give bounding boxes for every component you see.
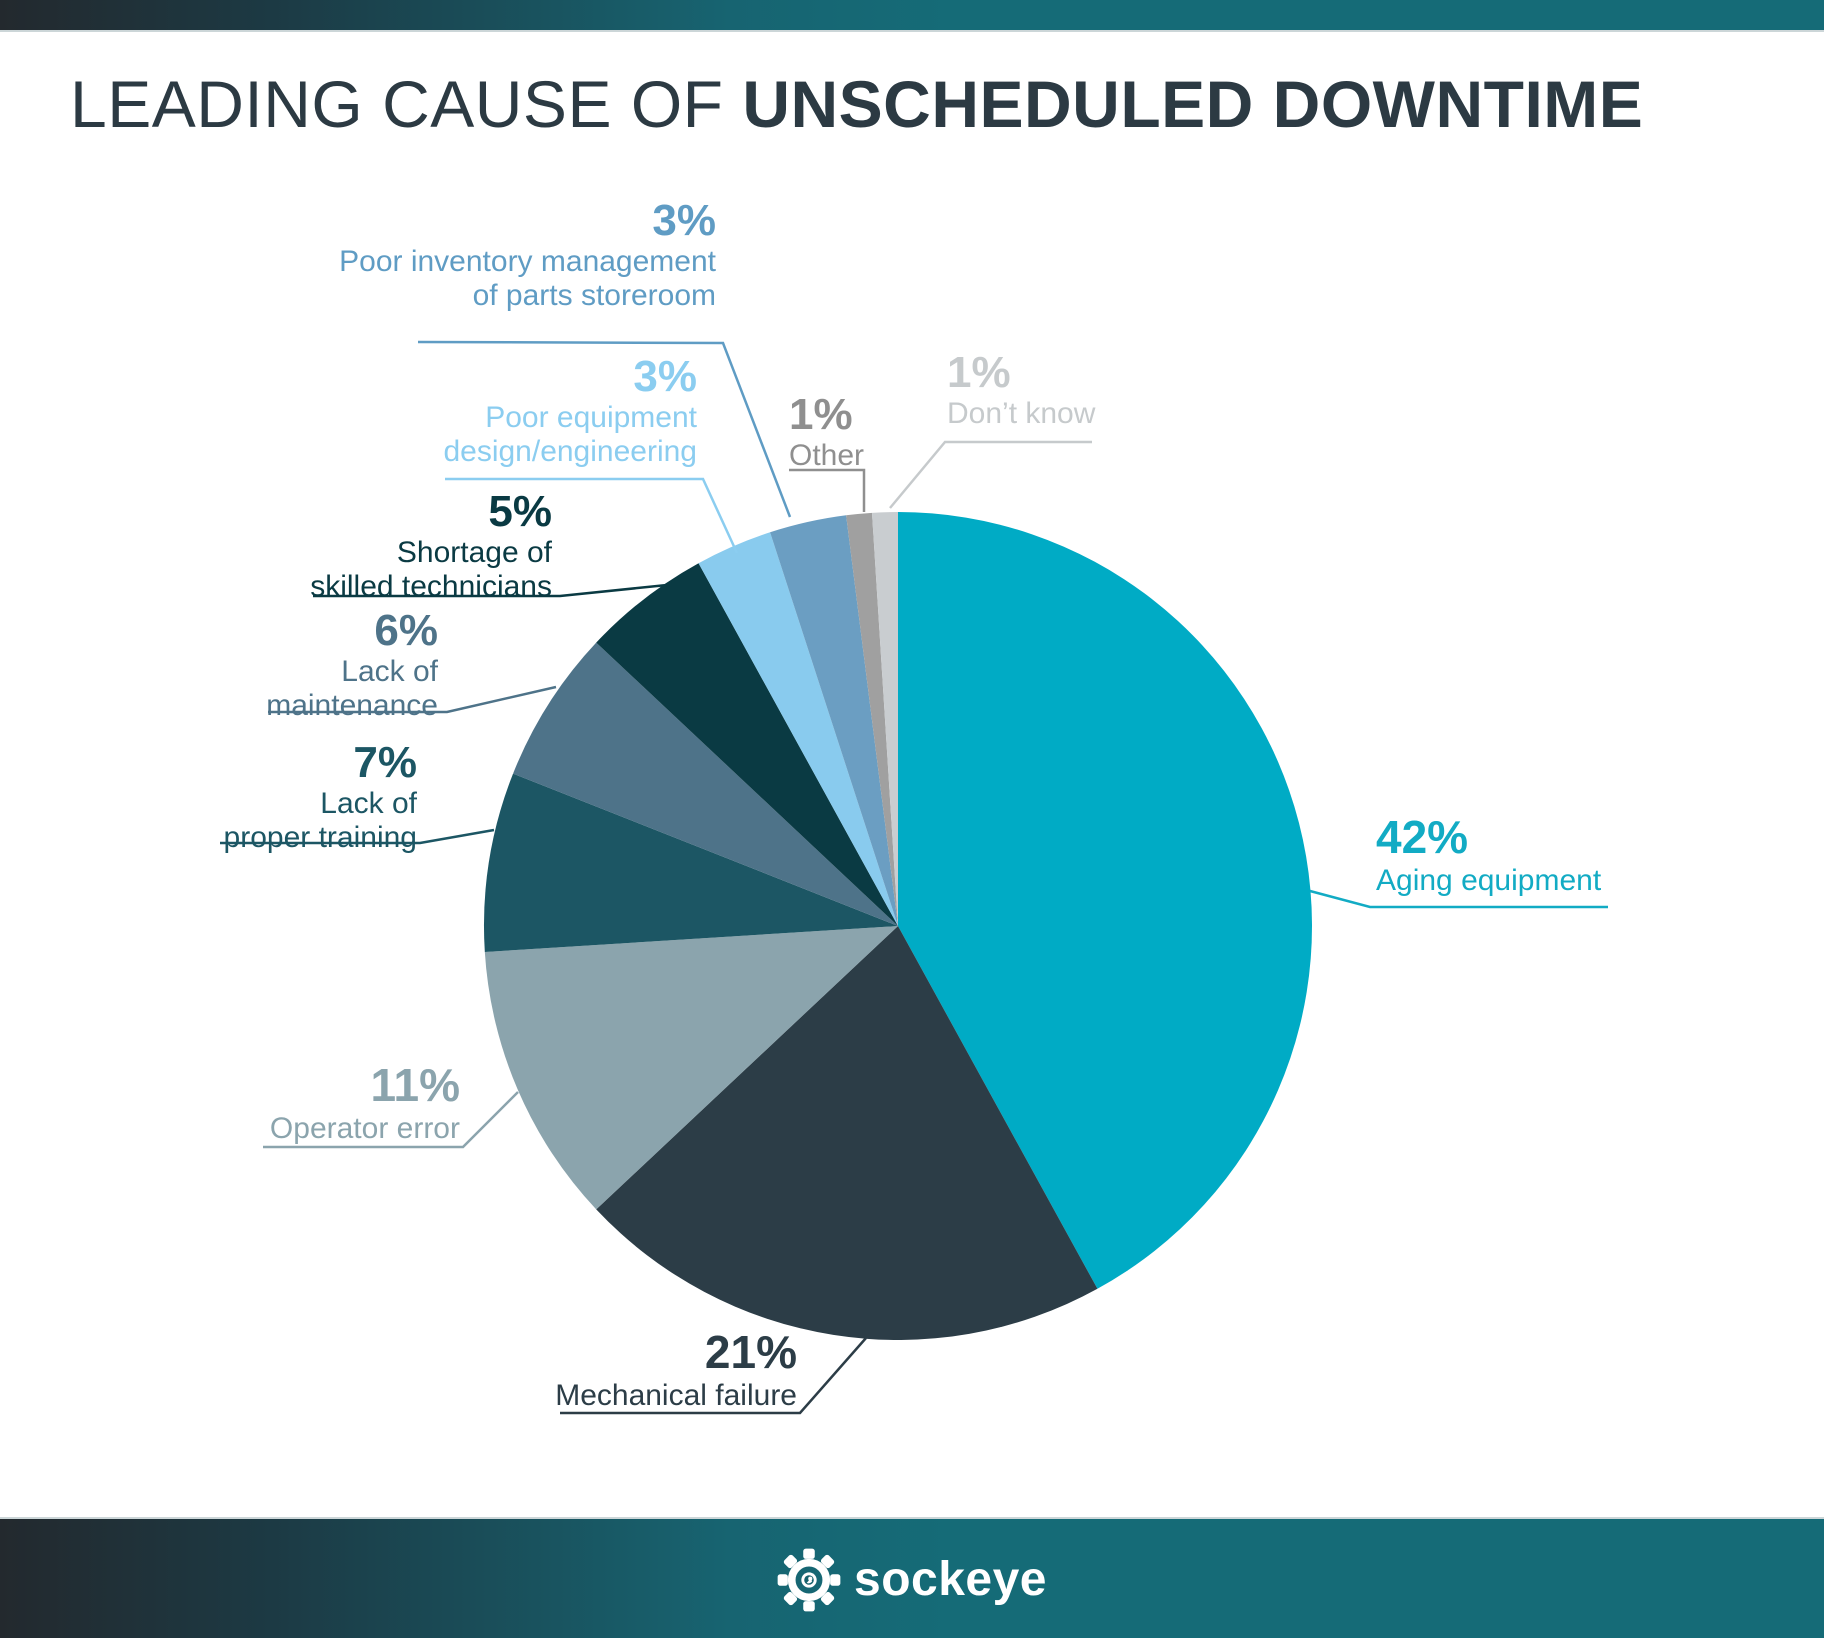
- label-line1: Other: [789, 439, 865, 473]
- label-line1: Poor inventory management: [339, 245, 716, 279]
- label-line2: proper training: [223, 820, 417, 854]
- label-pct: 3%: [633, 352, 697, 401]
- pie-slices: [484, 512, 1312, 1340]
- label-line2: maintenance: [266, 688, 438, 722]
- label-pct: 5%: [488, 487, 552, 536]
- sockeye-wordmark: sockeye: [854, 1553, 1047, 1606]
- label-pct: 21%: [704, 1326, 797, 1378]
- footer-bar: [0, 1517, 1824, 1638]
- label-lack-of-proper-training: [224, 738, 417, 854]
- label-shortage-of-skilled-technicians: [310, 487, 552, 603]
- label-pct: 42%: [1376, 811, 1469, 863]
- label-line2: design/engineering: [443, 434, 697, 468]
- leader-dont-know: [890, 442, 1092, 508]
- label-poor-equipment-design: [443, 352, 697, 468]
- label-pct: 1%: [947, 348, 1011, 397]
- label-line2: of parts storeroom: [472, 278, 716, 312]
- label-pct: 3%: [652, 196, 716, 245]
- label-line1: Shortage of: [396, 536, 552, 570]
- page-title-bold: UNSCHEDULED DOWNTIME: [742, 67, 1644, 141]
- label-operator-error: [270, 1060, 460, 1145]
- label-line1: Don’t know: [947, 397, 1096, 431]
- label-aging-equipment: [1376, 812, 1601, 897]
- label-lack-of-maintenance: [266, 606, 438, 722]
- label-line1: Operator error: [269, 1111, 460, 1145]
- label-line1: Poor equipment: [485, 401, 697, 435]
- label-line1: Lack of: [320, 787, 417, 821]
- leader-other: [789, 470, 864, 512]
- label-mechanical-failure: [555, 1327, 797, 1412]
- label-pct: 11%: [370, 1059, 460, 1111]
- label-line2: skilled technicians: [310, 569, 552, 603]
- label-line1: Mechanical failure: [555, 1378, 797, 1412]
- label-other: [789, 390, 864, 473]
- label-pct: 6%: [374, 606, 438, 655]
- sockeye-gear-icon: [777, 1548, 841, 1612]
- label-pct: 1%: [789, 390, 853, 439]
- label-dont-know: [947, 348, 1095, 431]
- label-poor-inventory-management: [339, 196, 716, 312]
- label-line1: Lack of: [341, 655, 438, 689]
- label-pct: 7%: [353, 738, 417, 787]
- page-title-regular: LEADING CAUSE OF: [70, 67, 743, 141]
- label-line1: Aging equipment: [1376, 863, 1602, 897]
